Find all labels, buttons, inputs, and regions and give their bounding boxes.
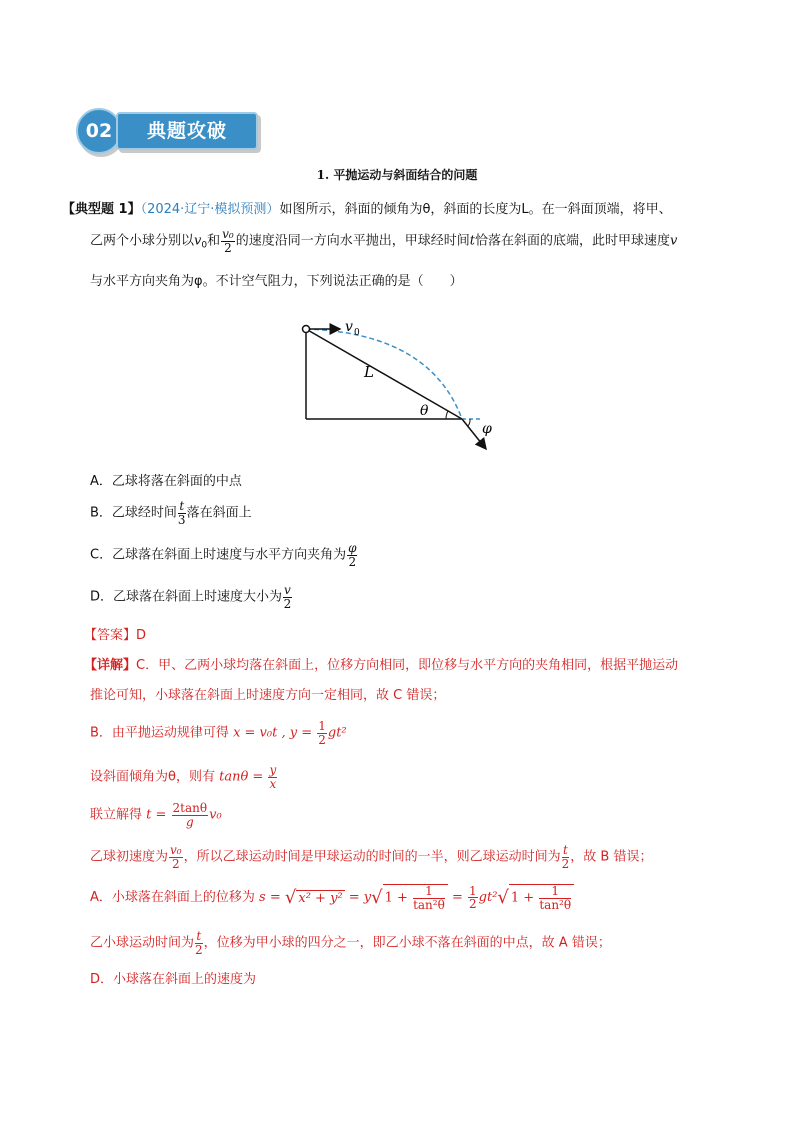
frac-num: v₀ <box>222 227 234 241</box>
option-c[interactable] <box>90 542 358 568</box>
option-d-text: D．乙球落在斜面上时速度大小为 <box>90 589 283 605</box>
option-b-text-1: B．乙球经时间 <box>90 505 177 521</box>
a1-text: A．小球落在斜面上的位移为 <box>90 890 255 906</box>
frac-num: v₀ <box>170 843 182 857</box>
a2-text-b: ，位移为甲小球的四分之一，即乙小球不落在斜面的中点，故 A 错误； <box>203 935 611 951</box>
question-text-2a: 乙两个小球分别以 <box>90 233 195 249</box>
frac-den: 3 <box>177 512 186 527</box>
question-text-2b: 的速度沿同一方向水平抛出，甲球经时间 <box>235 233 470 249</box>
radical-sign: √ <box>371 887 383 909</box>
explanation-a-line-1 <box>90 884 574 911</box>
frac-den: tan²θ <box>539 897 572 912</box>
v-symbol: v <box>669 233 678 249</box>
fraction-1-over-tan2-b <box>539 885 571 911</box>
frac-num: 1 <box>469 883 477 898</box>
explanation-c-line-2: 推论可知，小球落在斜面上时速度方向一定相同，故 C 错误； <box>90 688 446 703</box>
incline-slope <box>306 329 462 419</box>
b3-text: 联立解得 <box>90 807 143 823</box>
answer-label: 【答案】 <box>84 628 137 643</box>
ball <box>303 326 310 333</box>
answer <box>84 624 146 643</box>
radical-sign: √ <box>497 887 509 909</box>
b3-eq: t = <box>146 807 167 823</box>
explanation-c1: C．甲、乙两小球均落在斜面上，位移方向相同，即位移与水平方向的夹角相同，根据平抛运动 <box>136 658 679 673</box>
b4-text-b: ，所以乙球运动时间是甲球运动的时间的一半，则乙球运动时间为 <box>183 849 561 865</box>
radicand-2 <box>383 884 448 911</box>
section-title: 1. 平抛运动与斜面结合的问题 <box>316 168 478 182</box>
frac-num: t <box>179 499 185 513</box>
frac-num: 1 <box>318 719 326 733</box>
question-line-3: 与水平方向夹角为φ。不计空气阻力，下列说法正确的是（ ） <box>90 274 463 289</box>
badge-title: 典题攻破 <box>116 112 258 150</box>
question-text-2c: 恰落在斜面的底端，此时甲球速度 <box>474 233 670 249</box>
b4-text-a: 乙球初速度为 <box>90 849 169 865</box>
frac-num: v <box>284 583 291 597</box>
a1-gt: gt² <box>478 890 498 906</box>
fraction-phi-over-2 <box>347 542 357 568</box>
explanation-b-line-1 <box>90 720 347 746</box>
radical-sign: √ <box>284 887 297 909</box>
frac-den: x <box>269 776 277 791</box>
b3-tail: v₀ <box>209 807 222 823</box>
option-b-text-2: 落在斜面上 <box>186 505 252 521</box>
answer-value: D <box>136 628 147 643</box>
label-phi: φ <box>482 421 492 437</box>
b4-text-c: ，故 B 错误； <box>570 849 653 865</box>
frac-den: 2 <box>224 240 232 255</box>
frac-den: tan²θ <box>413 897 445 912</box>
b1-eq1: x = v₀t , y = <box>233 725 313 741</box>
label-theta: θ <box>420 403 429 419</box>
a2-text-a: 乙小球运动时间为 <box>90 935 195 951</box>
explanation-b-line-2 <box>90 764 278 790</box>
frac-num: 2tanθ <box>172 801 208 815</box>
t-symbol: t <box>469 233 475 249</box>
explanation-b-line-3 <box>90 802 222 828</box>
radicand-1: x² + y² <box>298 890 343 906</box>
fraction-v0-over-2 <box>221 228 235 254</box>
one-plus: 1 + <box>384 890 408 906</box>
b1-text: B．由平抛运动规律可得 <box>90 725 229 741</box>
fraction-half <box>317 720 327 746</box>
explanation-c-line-1 <box>84 654 678 673</box>
explanation-d-line-1: D．小球落在斜面上的速度为 <box>90 972 257 987</box>
frac-num: t <box>196 929 202 943</box>
question-line-2 <box>90 228 677 254</box>
radicand-3 <box>509 884 574 911</box>
explanation-a-line-2 <box>90 930 611 956</box>
option-b[interactable] <box>90 500 252 526</box>
a1-eq2: = y <box>348 890 372 906</box>
frac-den: 2 <box>283 596 292 611</box>
frac-num: 1 <box>413 885 445 899</box>
label-L: L <box>364 363 374 381</box>
question-text-1: 如图所示，斜面的倾角为θ，斜面的长度为L。在一斜面顶端，将甲、 <box>279 202 672 217</box>
label-v0-sub: 0 <box>354 328 360 338</box>
frac-num: y <box>269 763 277 777</box>
frac-den: 2 <box>348 554 357 569</box>
a1-eq3: = <box>451 890 463 906</box>
frac-num: t <box>563 843 568 857</box>
v0-symbol: v <box>194 233 202 249</box>
fraction-t-over-3 <box>178 500 186 526</box>
fraction-v0-over-2-b <box>169 844 183 870</box>
fraction-t-over-2-b <box>195 930 203 956</box>
b1-eq2: gt² <box>327 725 347 741</box>
b2-text: 设斜面倾角为θ，则有 <box>90 769 215 785</box>
question-line-1 <box>62 198 672 217</box>
theta-arc <box>446 411 448 419</box>
fraction-v-over-2 <box>283 584 292 610</box>
explanation-label: 【详解】 <box>84 658 137 673</box>
frac-den: 2 <box>318 732 326 747</box>
b2-eq: tanθ = <box>219 769 264 785</box>
frac-den: 2 <box>195 942 203 957</box>
fraction-2tan-over-g <box>172 802 209 828</box>
frac-den: 2 <box>561 856 570 871</box>
a1-s: s = <box>259 890 281 906</box>
frac-den: 2 <box>469 897 477 912</box>
option-d[interactable] <box>90 584 293 610</box>
badge-number: 02 <box>76 108 122 154</box>
frac-num: φ <box>348 541 357 555</box>
frac-den: g <box>185 814 194 829</box>
question-source: （2024·辽宁·模拟预测） <box>140 202 280 217</box>
label-v0: v <box>345 319 353 335</box>
explanation-b-line-4 <box>90 844 652 870</box>
v0-subscript: 0 <box>201 240 208 251</box>
fraction-t-over-2 <box>562 844 570 870</box>
frac-num: 1 <box>539 885 571 899</box>
fraction-half-b <box>468 885 478 911</box>
option-c-text: C．乙球落在斜面上时速度与水平方向夹角为 <box>90 547 347 563</box>
one-plus: 1 + <box>510 890 535 906</box>
fraction-1-over-tan2 <box>413 885 445 911</box>
question-tag: 【典型题 1】 <box>62 202 141 217</box>
frac-den: 2 <box>171 856 180 871</box>
option-a[interactable]: A．乙球将落在斜面的中点 <box>90 474 242 489</box>
and-text: 和 <box>207 233 221 249</box>
incline-figure <box>290 315 510 460</box>
phi-arc <box>468 419 470 426</box>
fraction-y-over-x <box>268 764 277 790</box>
